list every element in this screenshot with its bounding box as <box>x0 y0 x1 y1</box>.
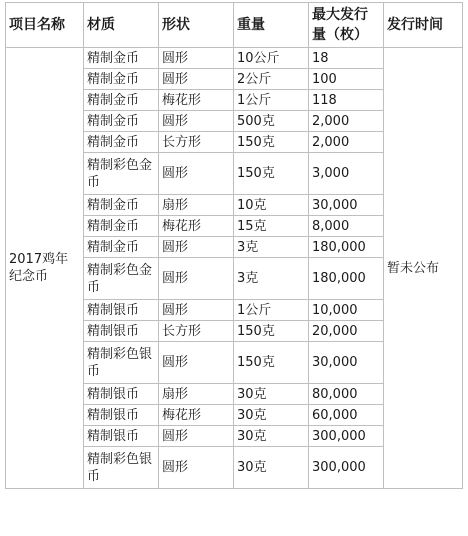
shape-cell: 扇形 <box>159 195 234 216</box>
quantity-cell: 3,000 <box>309 153 384 195</box>
quantity-cell: 180,000 <box>309 237 384 258</box>
weight-cell: 10克 <box>234 195 309 216</box>
weight-cell: 15克 <box>234 216 309 237</box>
quantity-cell: 10,000 <box>309 300 384 321</box>
weight-cell: 1公斤 <box>234 300 309 321</box>
shape-cell: 梅花形 <box>159 90 234 111</box>
material-cell: 精制金币 <box>84 237 159 258</box>
quantity-cell: 20,000 <box>309 321 384 342</box>
shape-cell: 圆形 <box>159 258 234 300</box>
weight-cell: 1公斤 <box>234 90 309 111</box>
header-max-issue-quantity: 最大发行量（枚） <box>309 3 384 48</box>
header-project-name: 项目名称 <box>6 3 84 48</box>
weight-cell: 150克 <box>234 342 309 384</box>
shape-cell: 圆形 <box>159 48 234 69</box>
material-cell: 精制银币 <box>84 300 159 321</box>
material-cell: 精制银币 <box>84 321 159 342</box>
quantity-cell: 30,000 <box>309 342 384 384</box>
quantity-cell: 18 <box>309 48 384 69</box>
shape-cell: 长方形 <box>159 132 234 153</box>
shape-cell: 圆形 <box>159 426 234 447</box>
material-cell: 精制银币 <box>84 405 159 426</box>
shape-cell: 圆形 <box>159 237 234 258</box>
material-cell: 精制金币 <box>84 195 159 216</box>
quantity-cell: 2,000 <box>309 111 384 132</box>
weight-cell: 30克 <box>234 426 309 447</box>
shape-cell: 圆形 <box>159 69 234 90</box>
coin-issue-table <box>5 2 463 489</box>
weight-cell: 150克 <box>234 132 309 153</box>
material-cell: 精制银币 <box>84 384 159 405</box>
material-cell: 精制彩色金币 <box>84 258 159 300</box>
weight-cell: 2公斤 <box>234 69 309 90</box>
weight-cell: 10公斤 <box>234 48 309 69</box>
material-cell: 精制银币 <box>84 426 159 447</box>
header-release-time: 发行时间 <box>384 3 463 48</box>
material-cell: 精制金币 <box>84 132 159 153</box>
quantity-cell: 80,000 <box>309 384 384 405</box>
material-cell: 精制彩色金币 <box>84 153 159 195</box>
quantity-cell: 300,000 <box>309 447 384 489</box>
material-cell: 精制金币 <box>84 216 159 237</box>
weight-cell: 150克 <box>234 321 309 342</box>
material-cell: 精制金币 <box>84 111 159 132</box>
weight-cell: 3克 <box>234 237 309 258</box>
shape-cell: 梅花形 <box>159 405 234 426</box>
shape-cell: 圆形 <box>159 342 234 384</box>
shape-cell: 圆形 <box>159 447 234 489</box>
material-cell: 精制彩色银币 <box>84 342 159 384</box>
shape-cell: 圆形 <box>159 153 234 195</box>
shape-cell: 梅花形 <box>159 216 234 237</box>
material-cell: 精制金币 <box>84 69 159 90</box>
shape-cell: 圆形 <box>159 111 234 132</box>
quantity-cell: 118 <box>309 90 384 111</box>
weight-cell: 500克 <box>234 111 309 132</box>
header-weight: 重量 <box>234 3 309 48</box>
weight-cell: 30克 <box>234 405 309 426</box>
quantity-cell: 300,000 <box>309 426 384 447</box>
shape-cell: 圆形 <box>159 300 234 321</box>
quantity-cell: 180,000 <box>309 258 384 300</box>
quantity-cell: 2,000 <box>309 132 384 153</box>
shape-cell: 扇形 <box>159 384 234 405</box>
weight-cell: 3克 <box>234 258 309 300</box>
material-cell: 精制金币 <box>84 90 159 111</box>
header-shape: 形状 <box>159 3 234 48</box>
header-material: 材质 <box>84 3 159 48</box>
weight-cell: 150克 <box>234 153 309 195</box>
release-time-cell: 暂未公布 <box>384 48 463 489</box>
project-name-cell: 2017鸡年纪念币 <box>6 48 84 489</box>
material-cell: 精制彩色银币 <box>84 447 159 489</box>
weight-cell: 30克 <box>234 384 309 405</box>
table-row <box>6 48 463 69</box>
quantity-cell: 100 <box>309 69 384 90</box>
header-row <box>6 3 463 48</box>
material-cell: 精制金币 <box>84 48 159 69</box>
weight-cell: 30克 <box>234 447 309 489</box>
quantity-cell: 8,000 <box>309 216 384 237</box>
shape-cell: 长方形 <box>159 321 234 342</box>
quantity-cell: 60,000 <box>309 405 384 426</box>
quantity-cell: 30,000 <box>309 195 384 216</box>
